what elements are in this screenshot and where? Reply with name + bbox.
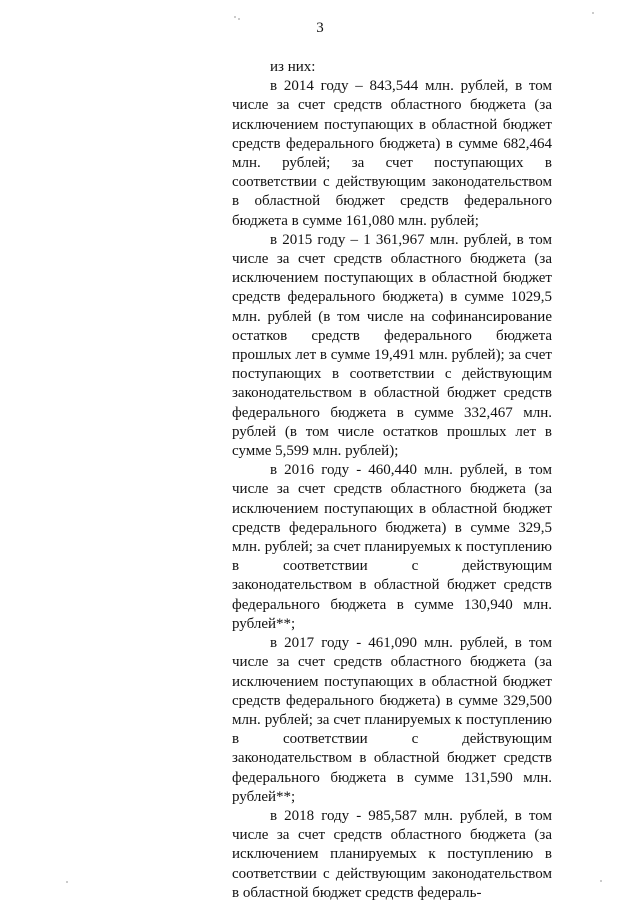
paragraph-2014: в 2014 году – 843,544 млн. рублей, в том числе за счет средств областного бюджета (за исключением поступающих в областной бюджет средств федерального бюджета) в сумме 682,464 млн. рублей; за счет поступающих в соответствии с действующим законодательством в областной бюджет средств федерального бюджета в сумме 161,080 млн. рублей;: [232, 78, 552, 229]
scan-speck: [600, 880, 602, 882]
scan-speck: [234, 16, 236, 18]
scan-speck: [238, 18, 240, 20]
scan-speck: [592, 12, 594, 14]
paragraph-2018: в 2018 году - 985,587 млн. рублей, в том числе за счет средств областного бюджета (за исключением планируемых к поступлению в соответствии с действующим законодательством в областной бюджет средств федераль-: [232, 807, 552, 901]
intro-line: из них:: [270, 59, 316, 75]
paragraph-2016: в 2016 году - 460,440 млн. рублей, в том числе за счет средств областного бюджета (за исключением поступающих в областной бюджет средств федерального бюджета) в сумме 329,5 млн. рублей; за счет планируемых к поступлению в соответствии с действующим законодательством в областной бюджет средств федерального бюджета в сумме 130,940 млн. рублей**;: [232, 462, 552, 632]
page-number: 3: [316, 20, 324, 36]
paragraph-2015: в 2015 году – 1 361,967 млн. рублей, в том числе за счет средств областного бюджета (за исключением поступающих в областной бюджет средств федерального бюджета) в сумме 1029,5 млн. рублей (в том числе на софинансирование остатков средств федерального бюджета прошлых лет в сумме 19,491 млн. рублей); за счет поступающих в соответствии с действующим законодательством в областной бюджет средств федерального бюджета в сумме 332,467 млн. рублей (в том числе остатков прошлых лет в сумме 5,599 млн. рублей);: [232, 231, 552, 460]
document-body: [232, 58, 552, 903]
scan-speck: [66, 881, 68, 883]
paragraph-2017: в 2017 году - 461,090 млн. рублей, в том числе за счет средств областного бюджета (за исключением поступающих в областной бюджет средств федерального бюджета) в сумме 329,500 млн. рублей; за счет планируемых к поступлению в соответствии с действующим законодательством в областной бюджет средств федерального бюджета в сумме 131,590 млн. рублей**;: [232, 635, 552, 805]
